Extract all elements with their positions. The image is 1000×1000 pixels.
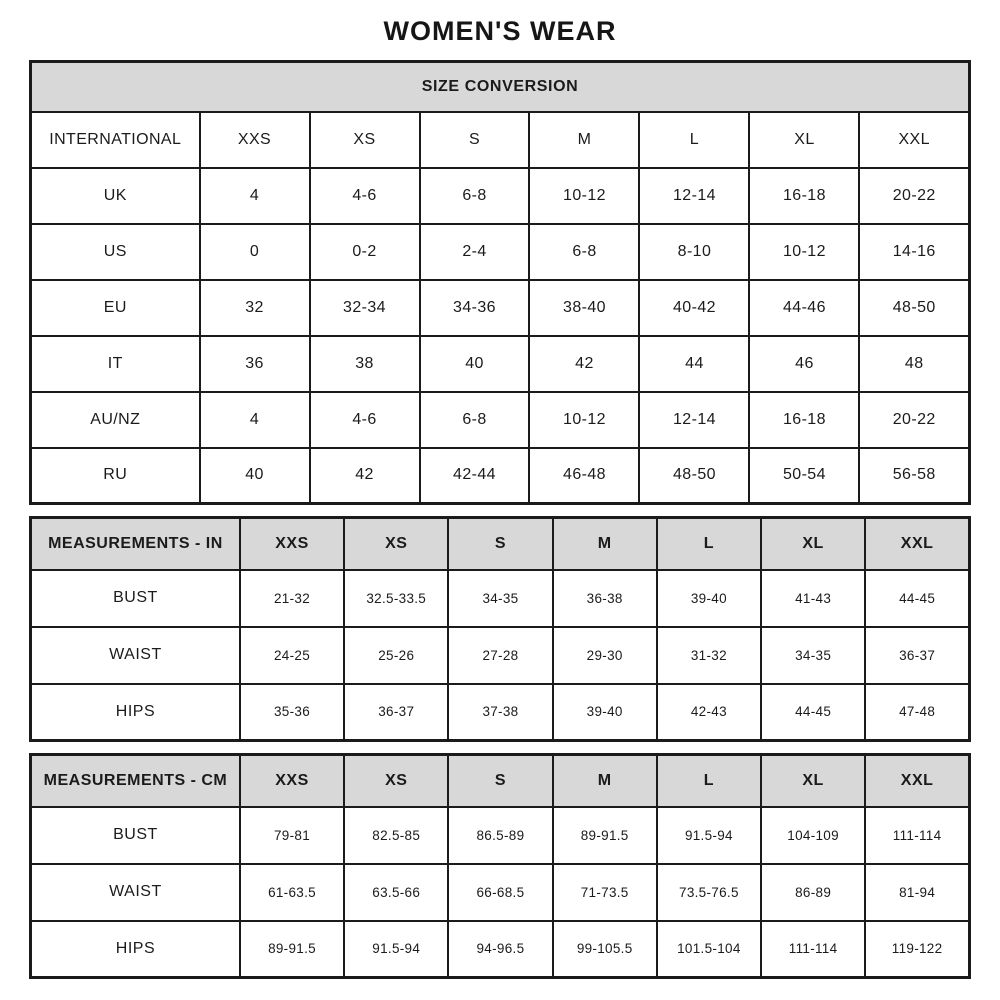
size-cell: 42-44	[420, 448, 530, 504]
table-row	[31, 755, 970, 807]
size-cell: 4	[200, 168, 310, 224]
column-header-m: M	[553, 755, 657, 807]
size-cell: 8-10	[639, 224, 749, 280]
measure-cell: 101.5-104	[657, 921, 761, 978]
table-row-hips-in	[31, 684, 970, 741]
size-cell: 34-36	[420, 280, 530, 336]
size-cell: 44	[639, 336, 749, 392]
size-conversion-table	[29, 60, 971, 505]
measure-cell: 66-68.5	[448, 864, 552, 921]
column-header-xl: XL	[749, 112, 859, 168]
row-label: HIPS	[31, 921, 240, 978]
column-header-international: INTERNATIONAL	[31, 112, 200, 168]
measurements-in-table	[29, 516, 971, 742]
size-cell: 12-14	[639, 392, 749, 448]
size-cell: 10-12	[749, 224, 859, 280]
row-label: IT	[31, 336, 200, 392]
column-header-xs: XS	[344, 518, 448, 570]
row-label: AU/NZ	[31, 392, 200, 448]
row-label: US	[31, 224, 200, 280]
size-cell: 4-6	[310, 392, 420, 448]
measure-cell: 44-45	[865, 570, 969, 627]
size-cell: 32	[200, 280, 310, 336]
column-header-l: L	[657, 518, 761, 570]
column-header-xl: XL	[761, 518, 865, 570]
size-cell: 36	[200, 336, 310, 392]
row-label: WAIST	[31, 627, 240, 684]
measure-cell: 31-32	[657, 627, 761, 684]
size-cell: 6-8	[529, 224, 639, 280]
measure-cell: 81-94	[865, 864, 969, 921]
table-row-uk	[31, 168, 970, 224]
row-label: BUST	[31, 570, 240, 627]
size-cell: 40	[200, 448, 310, 504]
measure-cell: 36-38	[553, 570, 657, 627]
size-cell: 38-40	[529, 280, 639, 336]
column-header-xxl: XXL	[865, 518, 969, 570]
measure-cell: 47-48	[865, 684, 969, 741]
column-header-s: S	[448, 755, 552, 807]
measurements-cm-table	[29, 753, 971, 979]
column-header-xxs: XXS	[240, 518, 344, 570]
column-header-l: L	[639, 112, 749, 168]
table-row-waist-cm	[31, 864, 970, 921]
table-row-ru	[31, 448, 970, 504]
size-cell: 44-46	[749, 280, 859, 336]
size-cell: 10-12	[529, 168, 639, 224]
row-label: WAIST	[31, 864, 240, 921]
size-cell: 6-8	[420, 392, 530, 448]
size-cell: 48-50	[639, 448, 749, 504]
table-row-waist-in	[31, 627, 970, 684]
size-cell: 48-50	[859, 280, 969, 336]
column-header-xs: XS	[310, 112, 420, 168]
column-header-xxl: XXL	[859, 112, 969, 168]
measure-cell: 89-91.5	[553, 807, 657, 864]
table-row-us	[31, 224, 970, 280]
measure-cell: 104-109	[761, 807, 865, 864]
measure-cell: 99-105.5	[553, 921, 657, 978]
measure-cell: 79-81	[240, 807, 344, 864]
size-cell: 10-12	[529, 392, 639, 448]
table-row-aunz	[31, 392, 970, 448]
measure-cell: 94-96.5	[448, 921, 552, 978]
size-cell: 2-4	[420, 224, 530, 280]
column-header-s: S	[448, 518, 552, 570]
table-row-eu	[31, 280, 970, 336]
measure-cell: 25-26	[344, 627, 448, 684]
measure-cell: 44-45	[761, 684, 865, 741]
measure-cell: 73.5-76.5	[657, 864, 761, 921]
page-title: WOMEN'S WEAR	[383, 16, 617, 46]
size-cell: 48	[859, 336, 969, 392]
column-header-l: L	[657, 755, 761, 807]
table-row-hips-cm	[31, 921, 970, 978]
row-label: EU	[31, 280, 200, 336]
measure-cell: 21-32	[240, 570, 344, 627]
size-cell: 46-48	[529, 448, 639, 504]
column-header-xxs: XXS	[240, 755, 344, 807]
measure-cell: 86-89	[761, 864, 865, 921]
measure-cell: 86.5-89	[448, 807, 552, 864]
row-label: HIPS	[31, 684, 240, 741]
measure-cell: 71-73.5	[553, 864, 657, 921]
row-label: RU	[31, 448, 200, 504]
measure-cell: 27-28	[448, 627, 552, 684]
table-row-bust-in	[31, 570, 970, 627]
size-cell: 42	[310, 448, 420, 504]
measure-cell: 111-114	[865, 807, 969, 864]
column-header-s: S	[420, 112, 530, 168]
column-header-xs: XS	[344, 755, 448, 807]
size-cell: 14-16	[859, 224, 969, 280]
size-cell: 40-42	[639, 280, 749, 336]
table-row	[31, 112, 970, 168]
size-cell: 4	[200, 392, 310, 448]
measurements-in-header: MEASUREMENTS - IN	[31, 518, 240, 570]
column-header-m: M	[553, 518, 657, 570]
size-cell: 0	[200, 224, 310, 280]
size-cell: 20-22	[859, 392, 969, 448]
size-cell: 38	[310, 336, 420, 392]
size-cell: 4-6	[310, 168, 420, 224]
size-cell: 46	[749, 336, 859, 392]
size-cell: 40	[420, 336, 530, 392]
column-header-xxs: XXS	[200, 112, 310, 168]
measure-cell: 63.5-66	[344, 864, 448, 921]
measure-cell: 91.5-94	[344, 921, 448, 978]
row-label: UK	[31, 168, 200, 224]
measure-cell: 39-40	[657, 570, 761, 627]
row-label: BUST	[31, 807, 240, 864]
size-cell: 0-2	[310, 224, 420, 280]
size-cell: 6-8	[420, 168, 530, 224]
size-cell: 32-34	[310, 280, 420, 336]
measure-cell: 119-122	[865, 921, 969, 978]
measure-cell: 36-37	[865, 627, 969, 684]
table-row	[31, 62, 970, 112]
size-cell: 16-18	[749, 168, 859, 224]
size-cell: 56-58	[859, 448, 969, 504]
measure-cell: 41-43	[761, 570, 865, 627]
measure-cell: 34-35	[448, 570, 552, 627]
measure-cell: 91.5-94	[657, 807, 761, 864]
measure-cell: 89-91.5	[240, 921, 344, 978]
size-cell: 20-22	[859, 168, 969, 224]
size-cell: 42	[529, 336, 639, 392]
table-row-it	[31, 336, 970, 392]
column-header-xxl: XXL	[865, 755, 969, 807]
measure-cell: 42-43	[657, 684, 761, 741]
size-cell: 12-14	[639, 168, 749, 224]
measure-cell: 29-30	[553, 627, 657, 684]
measure-cell: 32.5-33.5	[344, 570, 448, 627]
size-conversion-header: SIZE CONVERSION	[31, 62, 970, 112]
measure-cell: 34-35	[761, 627, 865, 684]
size-cell: 16-18	[749, 392, 859, 448]
size-cell: 50-54	[749, 448, 859, 504]
measure-cell: 111-114	[761, 921, 865, 978]
measure-cell: 82.5-85	[344, 807, 448, 864]
column-header-xl: XL	[761, 755, 865, 807]
measure-cell: 36-37	[344, 684, 448, 741]
measure-cell: 61-63.5	[240, 864, 344, 921]
table-row	[31, 518, 970, 570]
column-header-m: M	[529, 112, 639, 168]
measurements-cm-header: MEASUREMENTS - CM	[31, 755, 240, 807]
measure-cell: 39-40	[553, 684, 657, 741]
measure-cell: 37-38	[448, 684, 552, 741]
table-row-bust-cm	[31, 807, 970, 864]
measure-cell: 24-25	[240, 627, 344, 684]
measure-cell: 35-36	[240, 684, 344, 741]
